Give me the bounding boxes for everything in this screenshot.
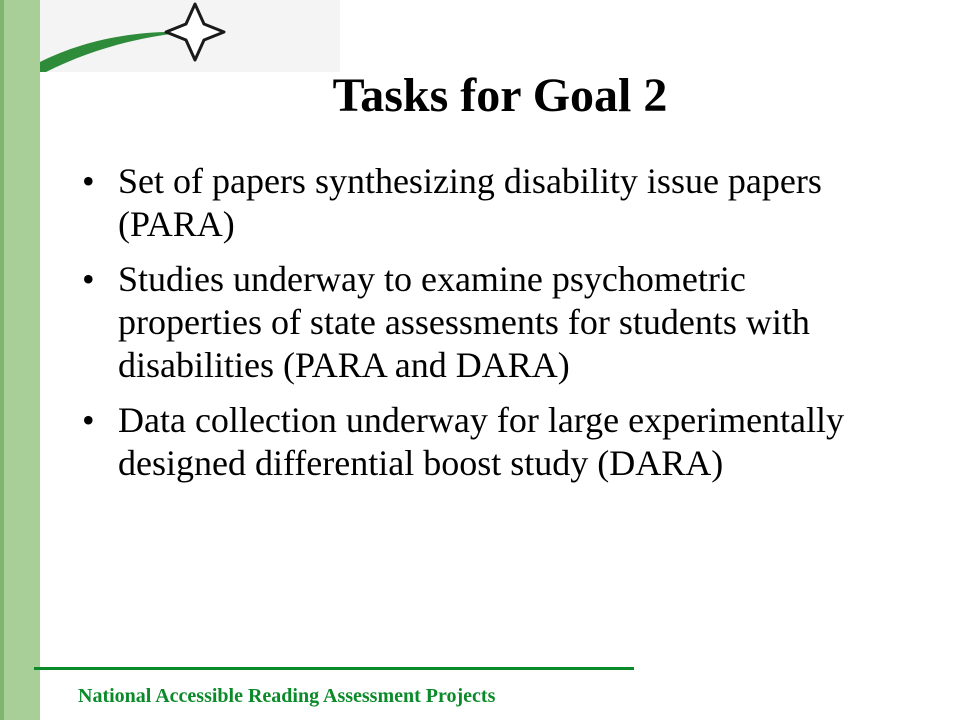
footer-divider [34,667,634,670]
bullet-text: Data collection underway for large experimentally designed differential boost study (DARA) [118,400,845,483]
swoosh-star-logo-icon [40,0,340,72]
list-item [82,258,882,387]
bullet-text: Studies underway to examine psychometric properties of state assessments for students with disabilities (PARA and DARA) [118,259,810,385]
list-item [82,160,882,246]
bullet-text: Set of papers synthesizing disability issue papers (PARA) [118,161,822,244]
left-sidebar-bar [0,0,40,720]
bullet-marker: • [82,400,95,440]
list-item [82,399,882,485]
bullet-list [82,160,882,497]
bullet-marker: • [82,259,95,299]
slide-title: Tasks for Goal 2 [332,69,668,122]
bullet-marker: • [82,161,95,201]
footer-organization: National Accessible Reading Assessment Projects [78,685,496,707]
